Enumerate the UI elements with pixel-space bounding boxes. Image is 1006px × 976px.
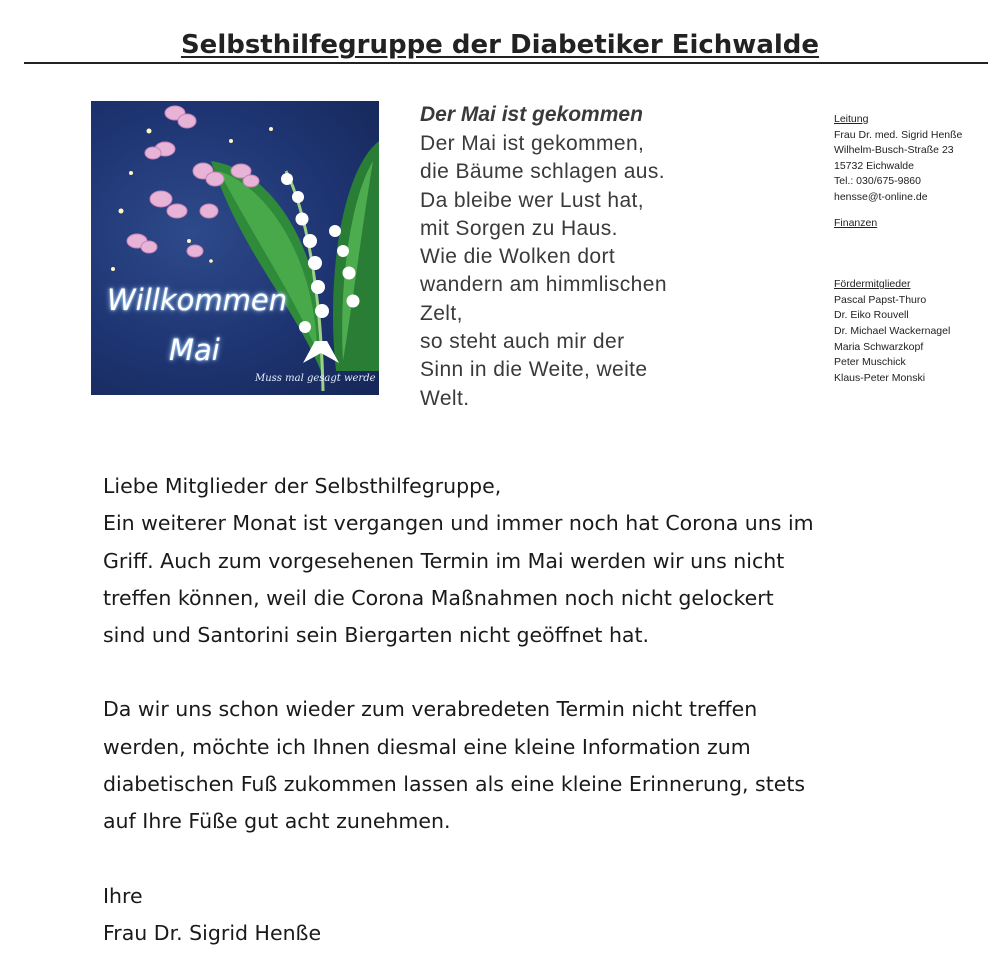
image-caption: Muss mal gesagt werde — [255, 373, 376, 384]
image-greeting-mai: Mai — [169, 333, 220, 367]
poem — [420, 103, 760, 413]
letter-closing: Ihre — [103, 883, 143, 908]
leitung-line: Tel.: 030/675-9860 — [834, 175, 921, 188]
letter-signature: Frau Dr. Sigrid Henße — [103, 920, 322, 945]
poem-line: Zelt, — [420, 301, 463, 325]
letter-salutation: Liebe Mitglieder der Selbsthilfegruppe, — [103, 474, 502, 498]
letter-line: Griff. Auch zum vorgesehenen Termin im Mai werden wir uns nicht — [103, 548, 785, 573]
letter-line: werden, möchte ich Ihnen diesmal eine kleine Information zum — [103, 734, 751, 759]
letter-body — [103, 468, 903, 952]
image-greeting-willkommen: Willkommen — [107, 283, 288, 317]
welcome-may-image — [91, 101, 379, 395]
title-underline — [24, 62, 988, 64]
poem-line: Der Mai ist gekommen, — [420, 132, 645, 155]
letter-line: auf Ihre Füße gut acht zunehmen. — [103, 809, 451, 834]
letter-paragraph-2 — [103, 691, 903, 840]
foerder-member: Klaus-Peter Monski — [834, 371, 926, 384]
poem-line: wandern am himmlischen — [420, 273, 667, 297]
leitung-line: 15732 Eichwalde — [834, 159, 914, 172]
letter-line: Ein weiterer Monat ist vergangen und immer noch hat Corona uns im — [103, 511, 814, 536]
poem-line: so steht auch mir der — [420, 330, 625, 354]
foerder-member: Pascal Papst-Thuro — [834, 293, 927, 306]
contact-sidebar — [834, 112, 994, 386]
poem-title: Der Mai ist gekommen — [420, 103, 643, 126]
leitung-email: hensse@t-online.de — [834, 190, 928, 203]
finanzen-heading: Finanzen — [834, 216, 878, 229]
poem-line: Welt. — [420, 386, 470, 410]
foerder-member: Dr. Michael Wackernagel — [834, 324, 951, 337]
page-title: Selbsthilfegruppe der Diabetiker Eichwalde — [180, 30, 820, 60]
leitung-line: Wilhelm-Busch-Straße 23 — [834, 144, 954, 157]
foerder-member: Maria Schwarzkopf — [834, 340, 924, 353]
letter-line: treffen können, weil die Corona Maßnahmen noch nicht gelockert — [103, 585, 774, 610]
poem-line: die Bäume schlagen aus. — [420, 160, 666, 184]
poem-line: Wie die Wolken dort — [420, 245, 616, 269]
leitung-line: Frau Dr. med. Sigrid Henße — [834, 128, 963, 141]
foerder-member: Peter Muschick — [834, 356, 906, 369]
lily-of-the-valley-illustration — [91, 101, 379, 395]
poem-line: mit Sorgen zu Haus. — [420, 216, 618, 240]
poem-line: Da bleibe wer Lust hat, — [420, 188, 644, 212]
leitung-heading: Leitung — [834, 113, 869, 125]
letter-paragraph-1 — [103, 505, 903, 654]
poem-line: Sinn in die Weite, weite — [420, 358, 648, 382]
letter-line: Da wir uns schon wieder zum verabredeten Termin nicht treffen — [103, 697, 758, 722]
foerder-member: Dr. Eiko Rouvell — [834, 309, 909, 322]
letter-line: sind und Santorini sein Biergarten nicht geöffnet hat. — [103, 623, 650, 648]
foerder-heading: Fördermitglieder — [834, 278, 911, 291]
letter-line: diabetischen Fuß zukommen lassen als eine kleine Erinnerung, stets — [103, 772, 806, 797]
